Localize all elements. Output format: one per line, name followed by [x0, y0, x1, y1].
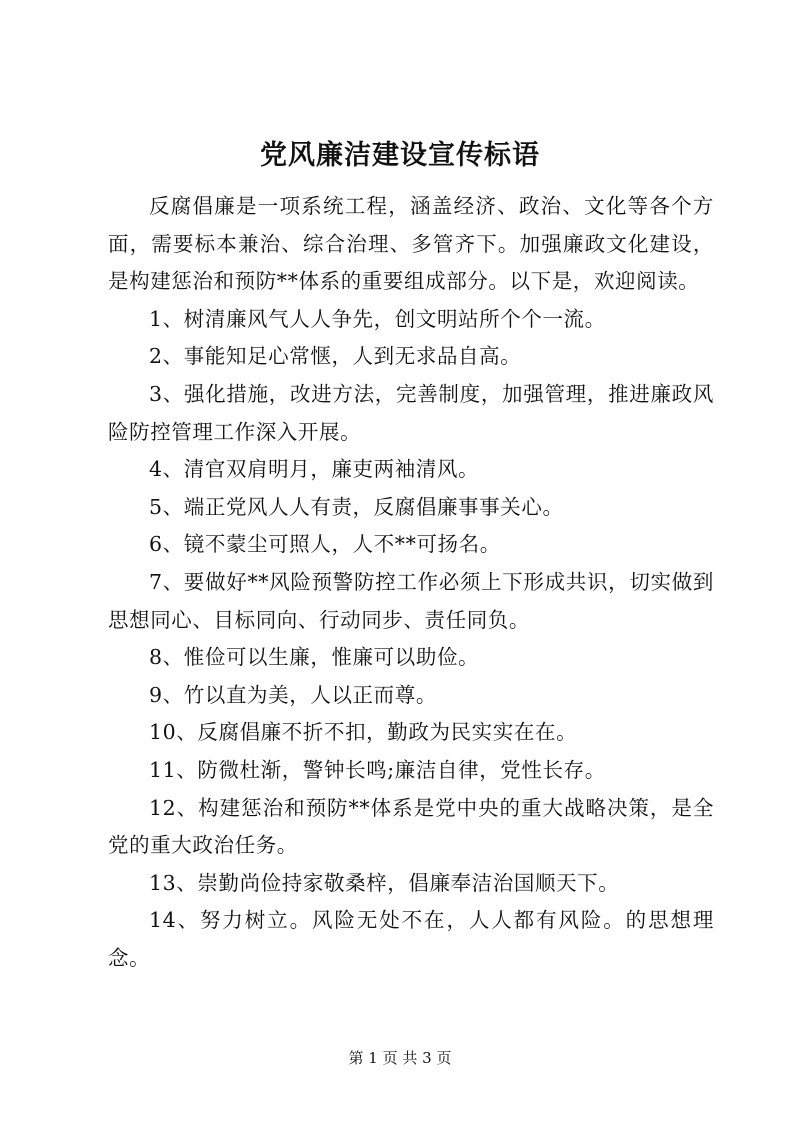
slogan-item: 7、要做好**风险预警防控工作必须上下形成共识，切实做到思想同心、目标同向、行动同步、责任同负。: [108, 569, 714, 632]
document-title: 党风廉洁建设宣传标语: [260, 140, 540, 171]
slogan-item: 10、反腐倡廉不折不扣，勤政为民实实在在。: [149, 720, 578, 745]
slogan-item: 3、强化措施，改进方法，完善制度，加强管理，推进廉政风险防控管理工作深入开展。: [108, 381, 714, 444]
slogan-item: 14、努力树立。风险无处不在，人人都有风险。的思想理念。: [108, 908, 714, 970]
slogan-item: 2、事能知足心常惬，人到无求品自高。: [149, 344, 522, 369]
slogan-item: 13、崇勤尚俭持家敬桑梓，倡廉奉洁治国顺天下。: [149, 870, 620, 895]
slogan-item: 4、清官双肩明月，廉吏两袖清风。: [149, 457, 480, 482]
page-number-footer: 第 1 页 共 3 页: [348, 1049, 452, 1067]
intro-paragraph: 反腐倡廉是一项系统工程，涵盖经济、政治、文化等各个方面，需要标本兼治、综合治理、多管齐下。加强廉政文化建设，是构建惩治和预防**体系的重要组成部分。以下是，欢迎阅读。: [108, 194, 714, 294]
slogan-item: 5、端正党风人人有责，反腐倡廉事事关心。: [149, 494, 564, 519]
slogan-item: 9、竹以直为美，人以正而尊。: [149, 682, 437, 707]
slogan-item: 1、树清廉风气人人争先，创文明站所个个一流。: [149, 306, 606, 331]
slogan-item: 11、防微杜渐，警钟长鸣;廉洁自律，党性长存。: [149, 757, 606, 782]
document-body: [108, 188, 714, 977]
slogan-item: 8、惟俭可以生廉，惟廉可以助俭。: [149, 645, 480, 670]
slogan-item: 12、构建惩治和预防**体系是党中央的重大战略决策，是全党的重大政治任务。: [108, 795, 714, 858]
slogan-item: 6、镜不蒙尘可照人，人不**可扬名。: [149, 532, 501, 557]
